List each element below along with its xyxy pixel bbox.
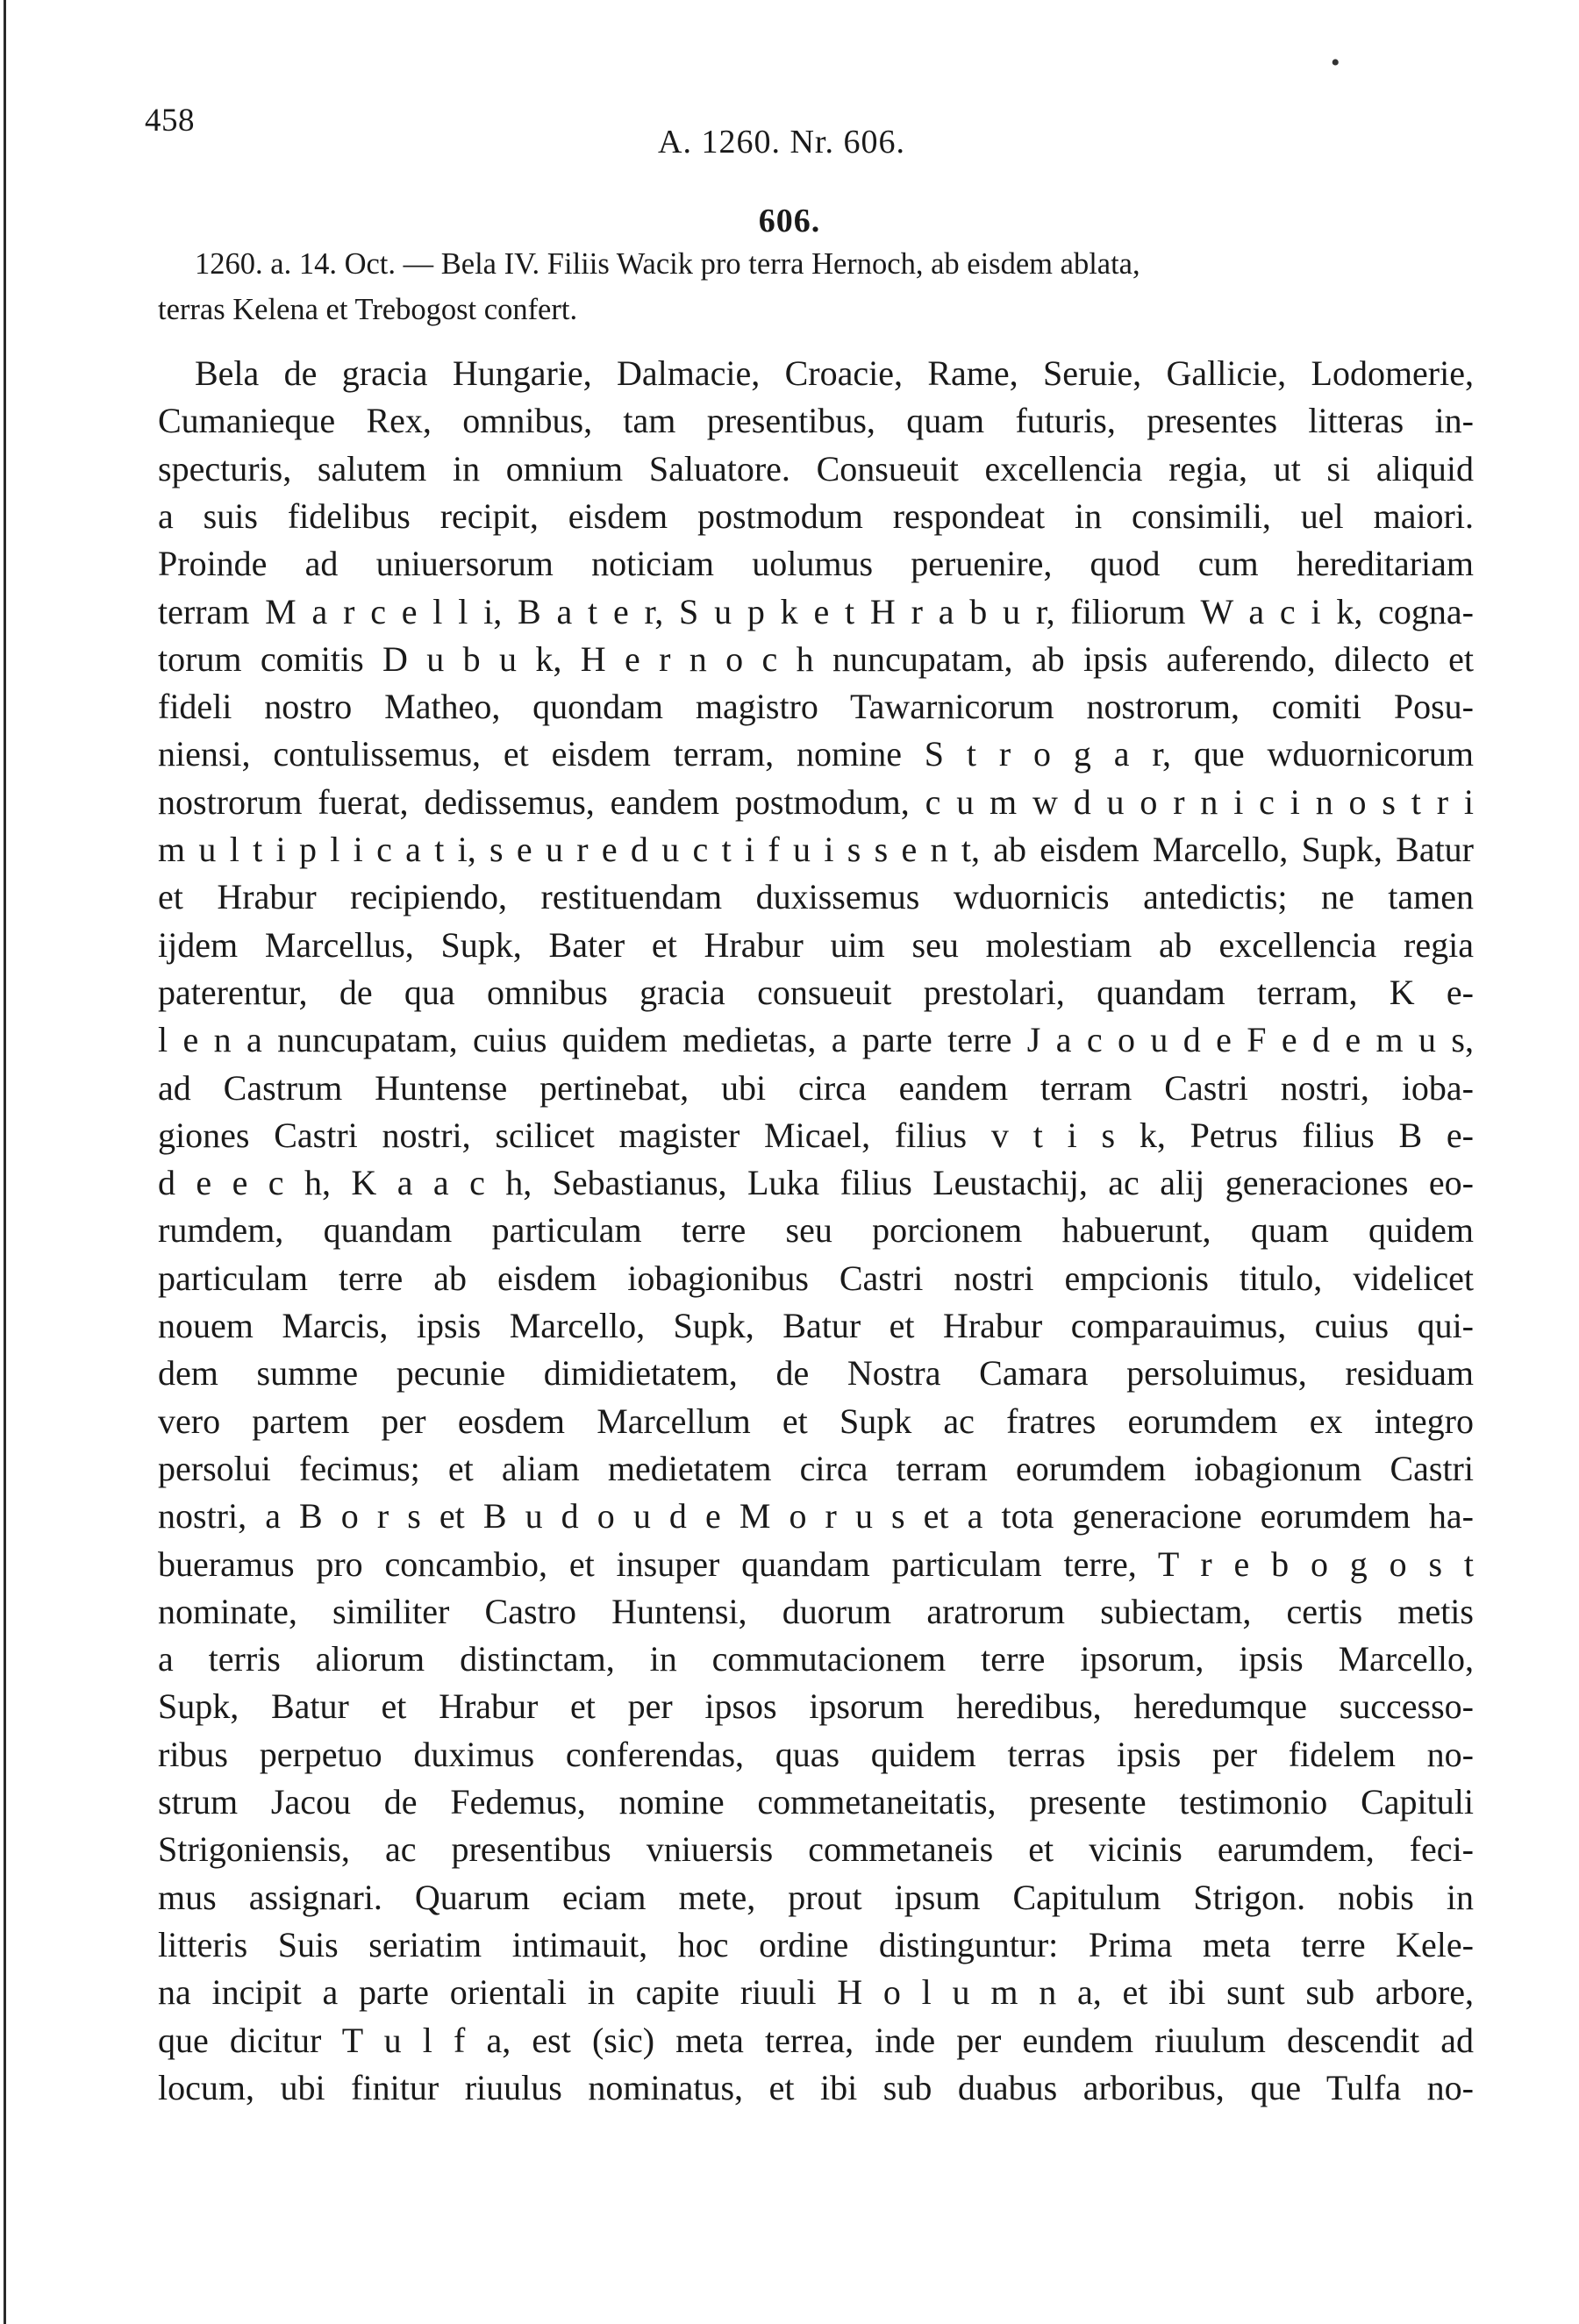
text-line: nostrorum fuerat, dedissemus, eandem postmodum, c u m w d u o r n i c i n o s t r i (158, 781, 1474, 822)
text-line: que dicitur T u l f a, est (sic) meta terrea, inde per eundem riuulum descendit ad (158, 2020, 1474, 2060)
text-line: mus assignari. Quarum eciam mete, prout ipsum Capitulum Strigon. nobis in (158, 1877, 1474, 1917)
text-line: specturis, salutem in omnium Saluatore. Consueuit excellencia regia, ut si aliquid (158, 448, 1474, 488)
text-line: nouem Marcis, ipsis Marcello, Supk, Batur et Hrabur comparauimus, cuius qui- (158, 1306, 1474, 1345)
page-number: 458 (145, 103, 195, 139)
text-line: bueramus pro concambio, et insuper quandam particulam terre, T r e b o g o s t (158, 1543, 1474, 1584)
text-line: rumdem, quandam particulam terre seu porcionem habuerunt, quam quidem (158, 1210, 1474, 1251)
page-edge-rule (4, 0, 6, 2324)
text-line: l e n a nuncupatam, cuius quidem medietas, a parte terre J a c o u d e F e d e m u s, (158, 1020, 1474, 1060)
text-line: ad Castrum Huntense pertinebat, ubi circa eandem terram Castri nostri, ioba- (158, 1067, 1474, 1108)
text-line: na incipit a parte orientali in capite riuuli H o l u m n a, et ibi sunt sub arbore, (158, 1972, 1474, 2013)
text-line: fideli nostro Matheo, quondam magistro Tawarnicorum nostrorum, comiti Posu- (158, 687, 1474, 727)
document-number: 606. (758, 203, 821, 239)
text-line: Supk, Batur et Hrabur et per ipsos ipsorum heredibus, heredumque successo- (158, 1686, 1474, 1727)
regest-line: 1260. a. 14. Oct. — Bela IV. Filiis Wacik pro terra Hernoch, ab eisdem ablata, (195, 247, 1140, 281)
text-line: ijdem Marcellus, Supk, Bater et Hrabur uim seu molestiam ab excellencia regia (158, 924, 1474, 965)
text-line: et Hrabur recipiendo, restituendam duxissemus wduornicis antedictis; ne tamen (158, 877, 1474, 917)
print-speck: • (1331, 48, 1340, 77)
text-line: Proinde ad uniuersorum noticiam uolumus peruenire, quod cum hereditariam (158, 544, 1474, 584)
text-line: a suis fidelibus recipit, eisdem postmodum respondeat in consimili, uel maiori. (158, 495, 1474, 536)
text-line: strum Jacou de Fedemus, nomine commetaneitatis, presente testimonio Capituli (158, 1782, 1474, 1821)
text-line: d e e c h, K a a c h, Sebastianus, Luka filius Leustachij, ac alij generaciones eo- (158, 1163, 1474, 1203)
text-line: particulam terre ab eisdem iobagionibus Castri nostri empcionis titulo, videlicet (158, 1258, 1474, 1298)
text-line: persolui fecimus; et aliam medietatem circa terram eorumdem iobagionum Castri (158, 1448, 1474, 1488)
text-line: Cumanieque Rex, omnibus, tam presentibus, quam futuris, presentes litteras in- (158, 401, 1474, 441)
regest-line: terras Kelena et Trebogost confert. (158, 293, 578, 326)
text-line: paterentur, de qua omnibus gracia consueuit prestolari, quandam terram, K e- (158, 972, 1474, 1012)
text-line: terram M a r c e l l i, B a t e r, S u p k e t H r a b u r, filiorum W a c i k, cogna- (158, 591, 1474, 631)
text-line: nominate, similiter Castro Huntensi, duorum aratrorum subiectam, certis metis (158, 1591, 1474, 1631)
text-line: nostri, a B o r s et B u d o u d e M o r u s et a tota generacione eorumdem ha- (158, 1496, 1474, 1536)
running-header: A. 1260. Nr. 606. (658, 124, 905, 160)
text-line: niensi, contulissemus, et eisdem terram, nomine S t r o g a r, que wduornicorum (158, 734, 1474, 774)
text-line: ribus perpetuo duximus conferendas, quas quidem terras ipsis per fidelem no- (158, 1734, 1474, 1774)
text-line: m u l t i p l i c a t i, s e u r e d u c t i f u i s s e n t, ab eisdem Marcello, Supk, Batur (158, 830, 1474, 869)
text-line: dem summe pecunie dimidietatem, de Nostra Camara persoluimus, residuam (158, 1353, 1474, 1394)
text-line: giones Castri nostri, scilicet magister Micael, filius v t i s k, Petrus filius B e- (158, 1115, 1474, 1155)
text-line: a terris aliorum distinctam, in commutacionem terre ipsorum, ipsis Marcello, (158, 1639, 1474, 1679)
text-line: locum, ubi finitur riuulus nominatus, et ibi sub duabus arboribus, que Tulfa no- (158, 2067, 1474, 2107)
text-line: litteris Suis seriatim intimauit, hoc ordine distinguntur: Prima meta terre Kele- (158, 1924, 1474, 1964)
text-line: Bela de gracia Hungarie, Dalmacie, Croacie, Rame, Seruie, Gallicie, Lodomerie, (195, 353, 1474, 393)
text-line: Strigoniensis, ac presentibus vniuersis commetaneis et vicinis earumdem, feci- (158, 1829, 1474, 1870)
text-line: torum comitis D u b u k, H e r n o c h nuncupatam, ab ipsis auferendo, dilecto et (158, 638, 1474, 679)
text-line: vero partem per eosdem Marcellum et Supk ac fratres eorumdem ex integro (158, 1401, 1474, 1441)
